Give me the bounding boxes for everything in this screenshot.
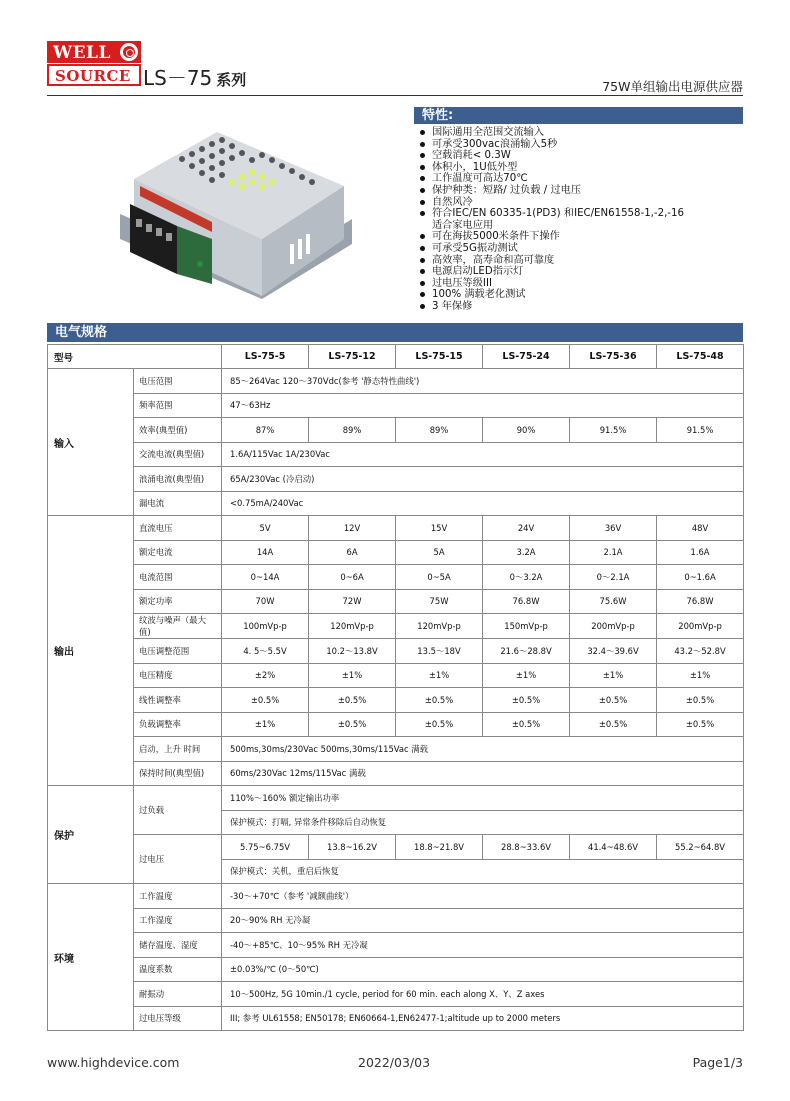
feature-item: 高效率，高寿命和高可靠度 — [418, 255, 743, 267]
param-label: 纹波与噪声（最大值) — [134, 614, 222, 639]
table-cell: 75.6W — [570, 589, 657, 614]
table-cell: 0~1.6A — [657, 565, 744, 590]
table-cell: 5.75~6.75V — [222, 835, 309, 860]
table-cell: 0~5A — [396, 565, 483, 590]
table-cell: 200mVp-p — [570, 614, 657, 639]
table-cell: 0~14A — [222, 565, 309, 590]
table-cell: ±1% — [657, 663, 744, 688]
table-cell: 0～2.1A — [570, 565, 657, 590]
param-value: ±0.03%/℃ (0～50℃) — [222, 957, 744, 982]
table-cell: 5A — [396, 540, 483, 565]
model-header: LS-75-36 — [570, 345, 657, 369]
feature-item: 过电压等级III — [418, 278, 743, 290]
table-cell: ±1% — [222, 712, 309, 737]
param-label: 负载调整率 — [134, 712, 222, 737]
table-row — [48, 467, 744, 492]
table-row — [48, 491, 744, 516]
features-title: 特性: — [414, 107, 743, 124]
param-label: 额定功率 — [134, 589, 222, 614]
logo-text-top: WELL — [53, 43, 111, 63]
feature-item: 符合IEC/EN 60335-1(PD3) 和IEC/EN61558-1,-2,-16 — [418, 208, 743, 220]
table-cell: 55.2~64.8V — [657, 835, 744, 860]
model-header: LS-75-48 — [657, 345, 744, 369]
logo-ring-icon — [120, 43, 138, 61]
table-row — [48, 589, 744, 614]
table-row — [48, 614, 744, 639]
table-cell: 76.8W — [483, 589, 570, 614]
param-value: 10～500Hz, 5G 10min./1 cycle, period for 60 min. each along X、Y、Z axes — [222, 982, 744, 1007]
param-label: 频率范围 — [134, 393, 222, 418]
table-cell: 15V — [396, 516, 483, 541]
table-cell: 21.6～28.8V — [483, 639, 570, 664]
table-cell: 89% — [396, 418, 483, 443]
param-label: 储存温度、湿度 — [134, 933, 222, 958]
table-cell: 200mVp-p — [657, 614, 744, 639]
table-row — [48, 540, 744, 565]
table-cell: 14A — [222, 540, 309, 565]
table-row — [48, 663, 744, 688]
page-title — [143, 62, 246, 91]
table-cell: ±0.5% — [222, 688, 309, 713]
table-cell: ±0.5% — [483, 712, 570, 737]
table-cell: 87% — [222, 418, 309, 443]
table-cell: 1.6A — [657, 540, 744, 565]
footer-website: www.highdevice.com — [47, 1055, 180, 1070]
table-cell: 120mVp-p — [309, 614, 396, 639]
table-cell: ±0.5% — [570, 712, 657, 737]
series-suffix: 系列 — [216, 71, 247, 89]
feature-item: 可在海拔5000米条件下操作 — [418, 231, 743, 243]
table-cell: 43.2～52.8V — [657, 639, 744, 664]
table-cell: 3.2A — [483, 540, 570, 565]
param-value: 保护模式：关机，重启后恢复 — [222, 859, 744, 884]
table-row — [48, 639, 744, 664]
table-cell: ±0.5% — [657, 712, 744, 737]
param-label: 电压调整范围 — [134, 639, 222, 664]
table-row — [48, 1006, 744, 1031]
param-value: 20～90% RH 无冷凝 — [222, 908, 744, 933]
param-value: <0.75mA/240Vac — [222, 491, 744, 516]
param-label: 线性调整率 — [134, 688, 222, 713]
wellsource-logo — [47, 41, 141, 87]
table-header-row — [48, 345, 744, 369]
table-cell: 75W — [396, 589, 483, 614]
param-value: -40～+85℃、10～95% RH 无冷凝 — [222, 933, 744, 958]
logo-text-bottom: SOURCE — [55, 67, 131, 85]
param-value: 47～63Hz — [222, 393, 744, 418]
param-value: 110%～160% 额定输出功率 — [222, 786, 744, 811]
param-value: 85～264Vac 120～370Vdc(参考 '静态特性曲线') — [222, 369, 744, 394]
table-cell: 13.8~16.2V — [309, 835, 396, 860]
header-divider — [47, 95, 743, 96]
table-cell: 91.5% — [570, 418, 657, 443]
param-value: 保护模式：打嗝, 异常条件移除后自动恢复 — [222, 810, 744, 835]
table-cell: 13.5～18V — [396, 639, 483, 664]
table-cell: 10.2～13.8V — [309, 639, 396, 664]
footer-page-number: Page1/3 — [692, 1055, 743, 1070]
table-cell: ±0.5% — [396, 712, 483, 737]
table-row — [48, 835, 744, 860]
param-value: 65A/230Vac (冷启动) — [222, 467, 744, 492]
feature-item: 可承受5G振动测试 — [418, 243, 743, 255]
feature-item: 可承受300vac浪涌输入5秒 — [418, 139, 743, 151]
table-row — [48, 933, 744, 958]
series-model: LS－75 — [143, 66, 213, 90]
param-label: 效率(典型值) — [134, 418, 222, 443]
feature-item: 3 年保修 — [418, 301, 743, 313]
feature-item-continuation: 适合家电应用 — [432, 219, 494, 231]
table-cell: 100mVp-p — [222, 614, 309, 639]
table-cell: 6A — [309, 540, 396, 565]
feature-item: 100% 满载老化测试 — [418, 289, 743, 301]
table-cell: 0~6A — [309, 565, 396, 590]
footer-date: 2022/03/03 — [358, 1055, 431, 1070]
param-label: 过电压 — [134, 835, 222, 884]
table-row — [48, 884, 744, 909]
table-cell: ±0.5% — [657, 688, 744, 713]
model-header: LS-75-12 — [309, 345, 396, 369]
param-value: 1.6A/115Vac 1A/230Vac — [222, 442, 744, 467]
table-cell: 12V — [309, 516, 396, 541]
table-cell: 89% — [309, 418, 396, 443]
table-row — [48, 786, 744, 811]
table-cell: 76.8W — [657, 589, 744, 614]
table-cell: 28.8~33.6V — [483, 835, 570, 860]
table-cell: ±0.5% — [483, 688, 570, 713]
table-cell: 120mVp-p — [396, 614, 483, 639]
table-cell: 24V — [483, 516, 570, 541]
table-cell: ±1% — [396, 663, 483, 688]
model-label: 型号 — [48, 345, 222, 369]
feature-item: 保护种类：短路/ 过负载 / 过电压 — [418, 185, 743, 197]
table-cell: ±0.5% — [309, 712, 396, 737]
table-cell: 36V — [570, 516, 657, 541]
spec-section-title: 电气规格 — [47, 323, 743, 342]
table-cell: ±0.5% — [396, 688, 483, 713]
param-label: 保持时间(典型值) — [134, 761, 222, 786]
param-label: 启动，上升 时间 — [134, 737, 222, 762]
table-cell: ±0.5% — [570, 688, 657, 713]
table-cell: ±1% — [570, 663, 657, 688]
feature-item: 自然风冷 — [418, 197, 743, 209]
category-output: 输出 — [48, 516, 134, 786]
param-label: 温度系数 — [134, 957, 222, 982]
param-value: -30～+70℃（参考 '减额曲线'） — [222, 884, 744, 909]
feature-item: 国际通用全范围交流输入 — [418, 127, 743, 139]
param-value: 500ms,30ms/230Vac 500ms,30ms/115Vac 满载 — [222, 737, 744, 762]
table-cell: ±2% — [222, 663, 309, 688]
model-header: LS-75-15 — [396, 345, 483, 369]
power-supply-product-image — [112, 124, 362, 304]
model-header: LS-75-24 — [483, 345, 570, 369]
param-label: 交流电流(典型值) — [134, 442, 222, 467]
table-row — [48, 957, 744, 982]
feature-item: 空载消耗< 0.3W — [418, 150, 743, 162]
table-cell: 70W — [222, 589, 309, 614]
table-cell: 48V — [657, 516, 744, 541]
table-row — [48, 442, 744, 467]
feature-item: 工作温度可高达70℃ — [418, 173, 743, 185]
table-row — [48, 761, 744, 786]
param-label: 工作湿度 — [134, 908, 222, 933]
table-row — [48, 369, 744, 394]
param-value: III; 参考 UL61558; EN50178; EN60664-1,EN62477-1;altitude up to 2000 meters — [222, 1006, 744, 1031]
table-cell: 0～3.2A — [483, 565, 570, 590]
param-label: 电流范围 — [134, 565, 222, 590]
param-label: 过负载 — [134, 786, 222, 835]
param-value: 60ms/230Vac 12ms/115Vac 满载 — [222, 761, 744, 786]
table-cell: 18.8~21.8V — [396, 835, 483, 860]
param-label: 漏电流 — [134, 491, 222, 516]
feature-item: 体积小，1U低外型 — [418, 162, 743, 174]
param-label: 过电压等级 — [134, 1006, 222, 1031]
table-cell: ±0.5% — [309, 688, 396, 713]
spec-table — [47, 344, 744, 1031]
table-cell: 90% — [483, 418, 570, 443]
table-cell: 91.5% — [657, 418, 744, 443]
category-protection: 保护 — [48, 786, 134, 884]
table-cell: ±1% — [483, 663, 570, 688]
table-row — [48, 982, 744, 1007]
table-row — [48, 418, 744, 443]
table-row — [48, 393, 744, 418]
category-input: 输入 — [48, 369, 134, 516]
table-row — [48, 908, 744, 933]
table-row — [48, 565, 744, 590]
table-row — [48, 712, 744, 737]
table-cell: 4. 5～5.5V — [222, 639, 309, 664]
table-cell: 72W — [309, 589, 396, 614]
table-cell: 32.4～39.6V — [570, 639, 657, 664]
table-cell: 41.4~48.6V — [570, 835, 657, 860]
param-label: 直流电压 — [134, 516, 222, 541]
features-list — [418, 127, 743, 313]
param-label: 电压范围 — [134, 369, 222, 394]
table-cell: ±1% — [309, 663, 396, 688]
page-subtitle: 75W单组输出电源供应器 — [602, 79, 743, 94]
table-row — [48, 688, 744, 713]
table-cell: 150mVp-p — [483, 614, 570, 639]
param-label: 浪涌电流(典型值) — [134, 467, 222, 492]
category-environment: 环境 — [48, 884, 134, 1031]
table-row — [48, 516, 744, 541]
feature-item: 电源启动LED指示灯 — [418, 266, 743, 278]
table-cell: 5V — [222, 516, 309, 541]
table-cell: 2.1A — [570, 540, 657, 565]
model-header: LS-75-5 — [222, 345, 309, 369]
param-label: 耐振动 — [134, 982, 222, 1007]
param-label: 电压精度 — [134, 663, 222, 688]
param-label: 工作温度 — [134, 884, 222, 909]
param-label: 额定电流 — [134, 540, 222, 565]
table-row — [48, 737, 744, 762]
